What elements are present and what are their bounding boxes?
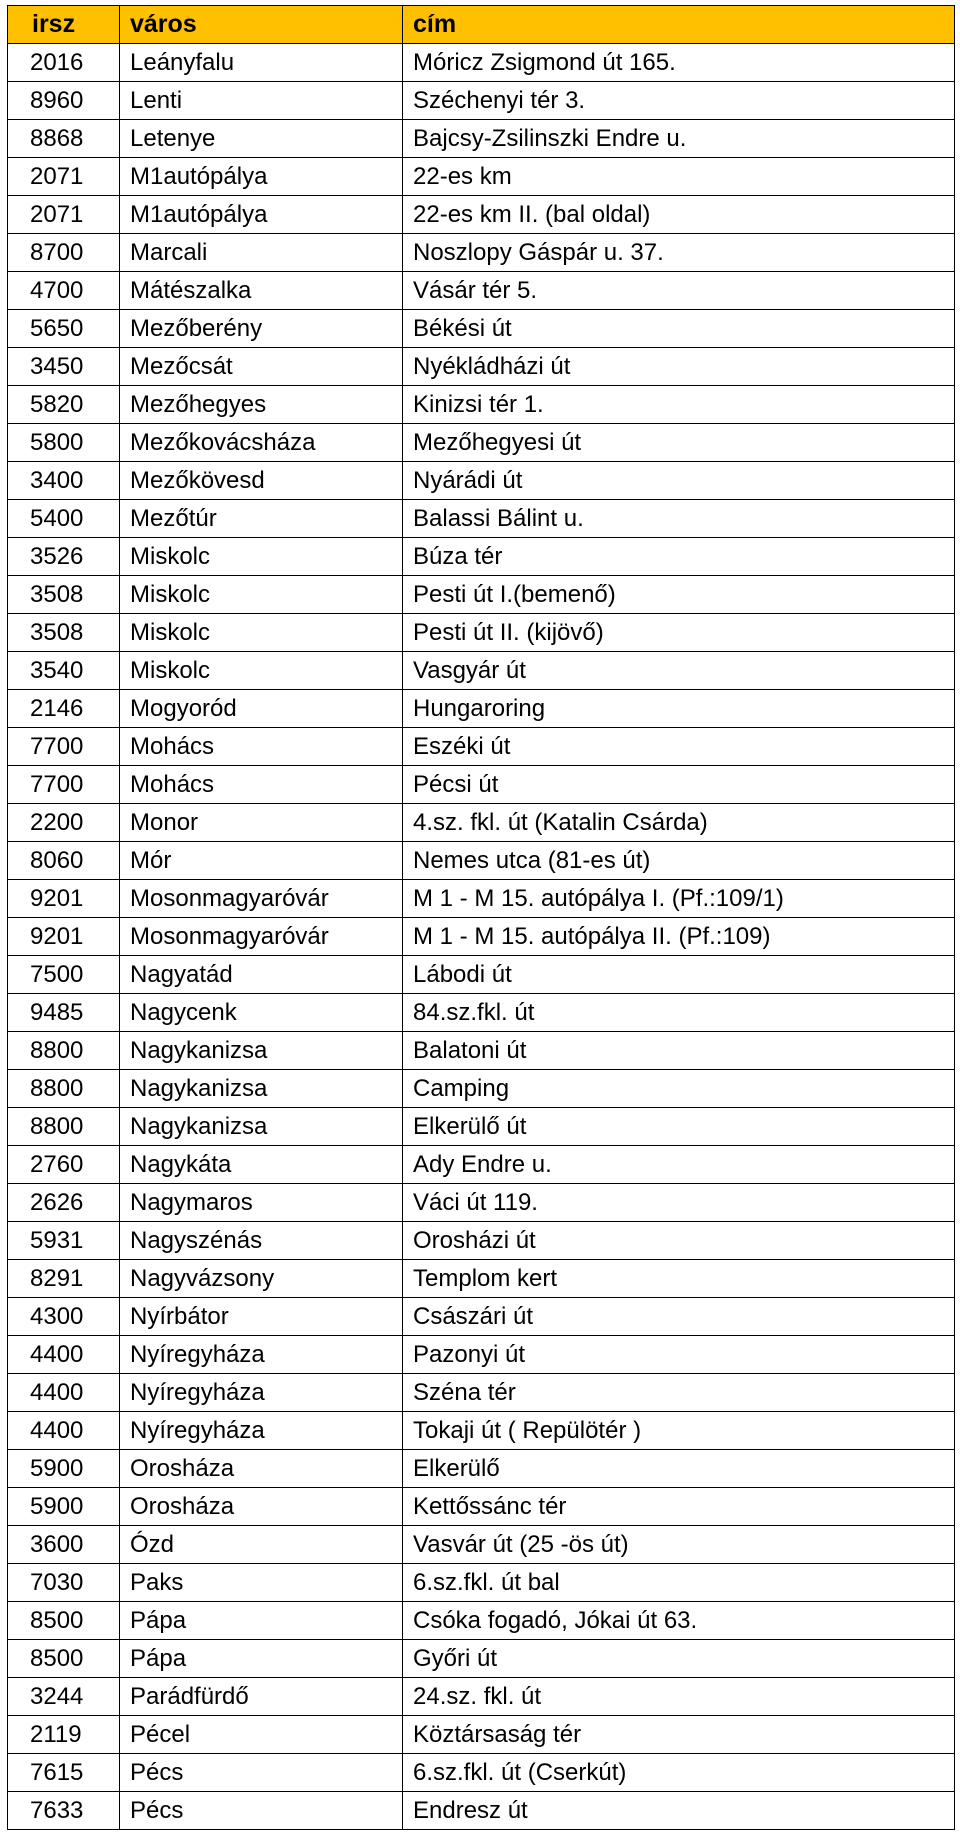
address-cell: Békési út	[403, 310, 955, 348]
address-cell: Noszlopy Gáspár u. 37.	[403, 234, 955, 272]
city-cell: Mezőkövesd	[120, 462, 403, 500]
address-cell: Hungaroring	[403, 690, 955, 728]
postal-code-cell: 3450	[8, 348, 120, 386]
postal-code-cell: 2071	[8, 158, 120, 196]
postal-code-cell: 8800	[8, 1108, 120, 1146]
address-cell: M 1 - M 15. autópálya I. (Pf.:109/1)	[403, 880, 955, 918]
city-cell: Mohács	[120, 728, 403, 766]
postal-code-cell: 3600	[8, 1526, 120, 1564]
address-cell: Elkerülő	[403, 1450, 955, 1488]
table-row	[8, 880, 955, 918]
address-cell: Pazonyi út	[403, 1336, 955, 1374]
address-cell: 24.sz. fkl. út	[403, 1678, 955, 1716]
address-cell: Pesti út II. (kijövő)	[403, 614, 955, 652]
postal-code-cell: 7030	[8, 1564, 120, 1602]
postal-code-cell: 9201	[8, 880, 120, 918]
postal-code-cell: 3508	[8, 614, 120, 652]
city-cell: Leányfalu	[120, 44, 403, 82]
city-cell: Mátészalka	[120, 272, 403, 310]
postal-code-cell: 7700	[8, 728, 120, 766]
postal-code-cell: 2146	[8, 690, 120, 728]
postal-code-cell: 7500	[8, 956, 120, 994]
table-row	[8, 1146, 955, 1184]
table-row	[8, 500, 955, 538]
address-cell: M 1 - M 15. autópálya II. (Pf.:109)	[403, 918, 955, 956]
table-row	[8, 804, 955, 842]
table-row	[8, 1412, 955, 1450]
table-row	[8, 1450, 955, 1488]
city-cell: Mezőtúr	[120, 500, 403, 538]
header-row	[8, 6, 955, 44]
address-cell: Széchenyi tér 3.	[403, 82, 955, 120]
address-cell: Köztársaság tér	[403, 1716, 955, 1754]
table-row	[8, 44, 955, 82]
address-cell: 22-es km II. (bal oldal)	[403, 196, 955, 234]
address-cell: Tokaji út ( Repülötér )	[403, 1412, 955, 1450]
address-cell: Bajcsy-Zsilinszki Endre u.	[403, 120, 955, 158]
city-cell: Nagymaros	[120, 1184, 403, 1222]
city-cell: Monor	[120, 804, 403, 842]
table-row	[8, 234, 955, 272]
table-row	[8, 918, 955, 956]
table-row	[8, 1260, 955, 1298]
postal-code-cell: 5931	[8, 1222, 120, 1260]
city-cell: Mezőkovácsháza	[120, 424, 403, 462]
address-cell: Balatoni út	[403, 1032, 955, 1070]
postal-code-cell: 5820	[8, 386, 120, 424]
table-row	[8, 82, 955, 120]
table-row	[8, 1222, 955, 1260]
table-row	[8, 348, 955, 386]
address-cell: 84.sz.fkl. út	[403, 994, 955, 1032]
city-cell: Miskolc	[120, 614, 403, 652]
postal-code-cell: 7700	[8, 766, 120, 804]
postal-code-cell: 4400	[8, 1374, 120, 1412]
table-row	[8, 1754, 955, 1792]
address-cell: Templom kert	[403, 1260, 955, 1298]
address-cell: Váci út 119.	[403, 1184, 955, 1222]
postal-code-cell: 8800	[8, 1070, 120, 1108]
postal-code-cell: 8800	[8, 1032, 120, 1070]
address-cell: Eszéki út	[403, 728, 955, 766]
address-cell: Camping	[403, 1070, 955, 1108]
address-cell: Orosházi út	[403, 1222, 955, 1260]
city-cell: Pápa	[120, 1640, 403, 1678]
city-cell: Mezőhegyes	[120, 386, 403, 424]
table-row	[8, 652, 955, 690]
address-cell: Nemes utca (81-es út)	[403, 842, 955, 880]
table-row	[8, 386, 955, 424]
city-cell: Miskolc	[120, 538, 403, 576]
address-cell: Győri út	[403, 1640, 955, 1678]
postal-code-cell: 5900	[8, 1450, 120, 1488]
city-cell: Mogyoród	[120, 690, 403, 728]
address-cell: Balassi Bálint u.	[403, 500, 955, 538]
postal-code-cell: 8060	[8, 842, 120, 880]
address-cell: Kettőssánc tér	[403, 1488, 955, 1526]
city-cell: Nyírbátor	[120, 1298, 403, 1336]
postal-code-cell: 8500	[8, 1640, 120, 1678]
postal-code-cell: 4400	[8, 1412, 120, 1450]
postal-code-cell: 7615	[8, 1754, 120, 1792]
table-row	[8, 766, 955, 804]
city-cell: Pécs	[120, 1754, 403, 1792]
address-cell: Vasvár út (25 -ös út)	[403, 1526, 955, 1564]
address-table	[7, 5, 955, 1830]
postal-code-cell: 4400	[8, 1336, 120, 1374]
address-cell: Kinizsi tér 1.	[403, 386, 955, 424]
postal-code-cell: 2626	[8, 1184, 120, 1222]
address-cell: Nyékládházi út	[403, 348, 955, 386]
address-cell: Nyárádi út	[403, 462, 955, 500]
postal-code-cell: 5400	[8, 500, 120, 538]
table-row	[8, 1602, 955, 1640]
postal-code-cell: 2119	[8, 1716, 120, 1754]
table-row	[8, 1488, 955, 1526]
city-cell: Mór	[120, 842, 403, 880]
postal-code-cell: 2071	[8, 196, 120, 234]
city-cell: Nagycenk	[120, 994, 403, 1032]
table-body	[8, 44, 955, 1830]
postal-code-cell: 3508	[8, 576, 120, 614]
table-row	[8, 1336, 955, 1374]
address-cell: 6.sz.fkl. út bal	[403, 1564, 955, 1602]
table-row	[8, 1640, 955, 1678]
city-cell: Nyíregyháza	[120, 1336, 403, 1374]
table-row	[8, 1070, 955, 1108]
postal-code-cell: 2760	[8, 1146, 120, 1184]
city-cell: Marcali	[120, 234, 403, 272]
postal-code-cell: 7633	[8, 1792, 120, 1830]
city-cell: Nagyvázsony	[120, 1260, 403, 1298]
address-cell: Móricz Zsigmond út 165.	[403, 44, 955, 82]
address-cell: Császári út	[403, 1298, 955, 1336]
postal-code-cell: 8700	[8, 234, 120, 272]
column-header-varos: város	[120, 6, 403, 44]
postal-code-cell: 2016	[8, 44, 120, 82]
city-cell: Pécs	[120, 1792, 403, 1830]
address-cell: Ady Endre u.	[403, 1146, 955, 1184]
postal-code-cell: 3244	[8, 1678, 120, 1716]
postal-code-cell: 5650	[8, 310, 120, 348]
city-cell: M1autópálya	[120, 158, 403, 196]
table-row	[8, 1374, 955, 1412]
city-cell: Mosonmagyaróvár	[120, 880, 403, 918]
postal-code-cell: 9201	[8, 918, 120, 956]
city-cell: Ózd	[120, 1526, 403, 1564]
table-row	[8, 728, 955, 766]
table-row	[8, 994, 955, 1032]
table-row	[8, 1792, 955, 1830]
table-row	[8, 1298, 955, 1336]
table-row	[8, 614, 955, 652]
city-cell: Letenye	[120, 120, 403, 158]
postal-code-cell: 5800	[8, 424, 120, 462]
table-row	[8, 462, 955, 500]
postal-code-cell: 8500	[8, 1602, 120, 1640]
table-row	[8, 196, 955, 234]
city-cell: Parádfürdő	[120, 1678, 403, 1716]
table-row	[8, 1184, 955, 1222]
postal-code-cell: 8868	[8, 120, 120, 158]
city-cell: Mosonmagyaróvár	[120, 918, 403, 956]
table-row	[8, 538, 955, 576]
address-cell: Vásár tér 5.	[403, 272, 955, 310]
city-cell: Nagyszénás	[120, 1222, 403, 1260]
city-cell: Orosháza	[120, 1488, 403, 1526]
city-cell: Nyíregyháza	[120, 1374, 403, 1412]
postal-code-cell: 8291	[8, 1260, 120, 1298]
city-cell: Nagykanizsa	[120, 1108, 403, 1146]
address-cell: Lábodi út	[403, 956, 955, 994]
table-row	[8, 1716, 955, 1754]
table-row	[8, 690, 955, 728]
table-row	[8, 1032, 955, 1070]
column-header-irsz: irsz	[8, 6, 120, 44]
address-cell: Pécsi út	[403, 766, 955, 804]
postal-code-cell: 3540	[8, 652, 120, 690]
address-cell: Endresz út	[403, 1792, 955, 1830]
address-cell: 22-es km	[403, 158, 955, 196]
postal-code-cell: 8960	[8, 82, 120, 120]
address-cell: Pesti út I.(bemenő)	[403, 576, 955, 614]
city-cell: Miskolc	[120, 576, 403, 614]
address-cell: Mezőhegyesi út	[403, 424, 955, 462]
city-cell: Lenti	[120, 82, 403, 120]
postal-code-cell: 4700	[8, 272, 120, 310]
address-cell: Búza tér	[403, 538, 955, 576]
column-header-cim: cím	[403, 6, 955, 44]
city-cell: Mezőberény	[120, 310, 403, 348]
table-row	[8, 842, 955, 880]
postal-code-cell: 4300	[8, 1298, 120, 1336]
city-cell: Nyíregyháza	[120, 1412, 403, 1450]
city-cell: M1autópálya	[120, 196, 403, 234]
table-row	[8, 956, 955, 994]
city-cell: Mezőcsát	[120, 348, 403, 386]
address-cell: Csóka fogadó, Jókai út 63.	[403, 1602, 955, 1640]
postal-code-cell: 9485	[8, 994, 120, 1032]
city-cell: Mohács	[120, 766, 403, 804]
address-cell: 4.sz. fkl. út (Katalin Csárda)	[403, 804, 955, 842]
table-row	[8, 424, 955, 462]
city-cell: Paks	[120, 1564, 403, 1602]
city-cell: Miskolc	[120, 652, 403, 690]
table-row	[8, 1526, 955, 1564]
city-cell: Nagykáta	[120, 1146, 403, 1184]
address-cell: Elkerülő út	[403, 1108, 955, 1146]
postal-code-cell: 3526	[8, 538, 120, 576]
city-cell: Pápa	[120, 1602, 403, 1640]
city-cell: Nagykanizsa	[120, 1032, 403, 1070]
address-cell: Vasgyár út	[403, 652, 955, 690]
table-row	[8, 1678, 955, 1716]
table-row	[8, 310, 955, 348]
table-row	[8, 120, 955, 158]
postal-code-cell: 5900	[8, 1488, 120, 1526]
address-cell: 6.sz.fkl. út (Cserkút)	[403, 1754, 955, 1792]
table-row	[8, 158, 955, 196]
table-row	[8, 576, 955, 614]
table-header	[8, 6, 955, 44]
table-row	[8, 272, 955, 310]
city-cell: Pécel	[120, 1716, 403, 1754]
postal-code-cell: 3400	[8, 462, 120, 500]
table-row	[8, 1564, 955, 1602]
table-row	[8, 1108, 955, 1146]
city-cell: Nagykanizsa	[120, 1070, 403, 1108]
address-cell: Széna tér	[403, 1374, 955, 1412]
city-cell: Nagyatád	[120, 956, 403, 994]
city-cell: Orosháza	[120, 1450, 403, 1488]
postal-code-cell: 2200	[8, 804, 120, 842]
